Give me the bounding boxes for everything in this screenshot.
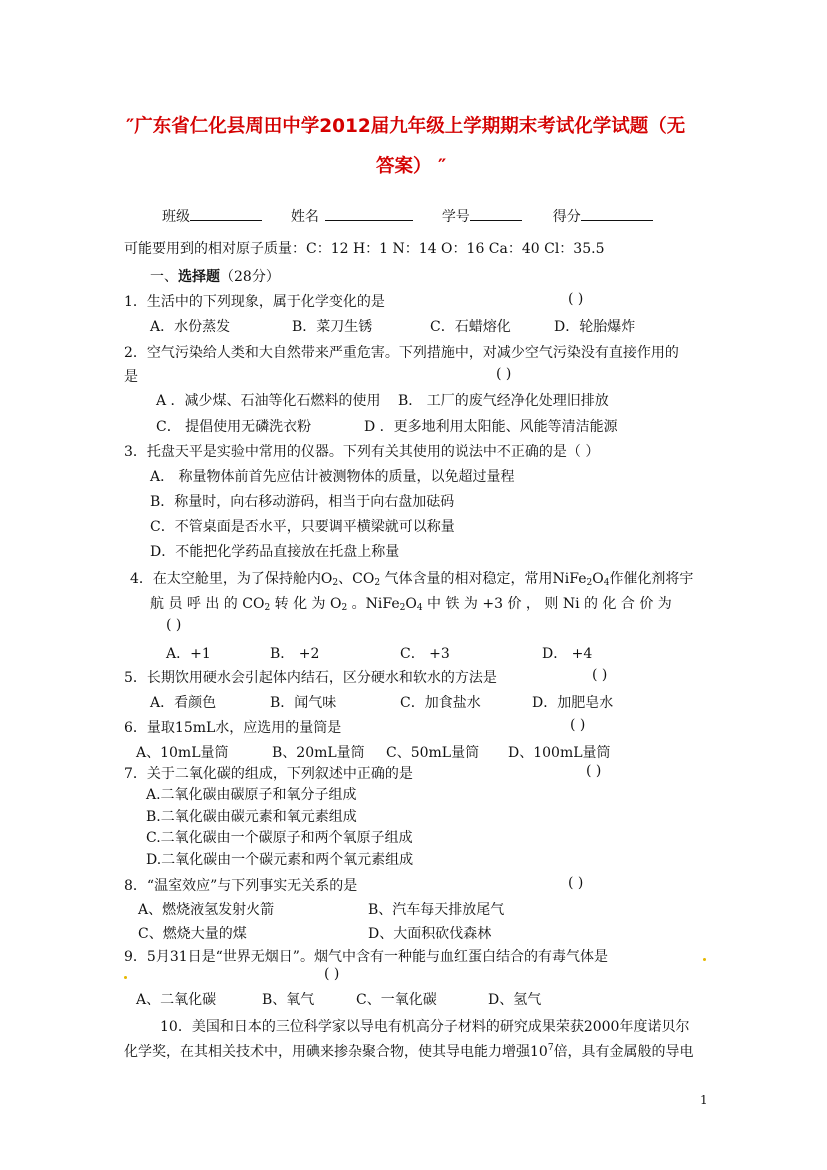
q8-option-c: C、燃烧大量的煤	[138, 926, 247, 942]
q2-stem2: 是	[124, 369, 138, 385]
q9-paren: ( )	[324, 966, 340, 982]
q8-option-a: A、燃烧液氢发射火箭	[138, 902, 275, 918]
section-heading: 一、选择题（28分）	[150, 269, 280, 285]
q3-option-a: A． 称量物体前首先应估计被测物体的质量，以免超过量程	[150, 469, 515, 485]
q9-option-d: D、氢气	[488, 992, 542, 1008]
q2-option-d: D ．更多地利用太阳能、风能等清洁能源	[364, 419, 618, 435]
q4-line1: 4．在太空舱里，为了保持舱内$O_2$、$CO_2$ 气体含量的相对稳定，常用$NiFe_2O_4$作催化剂将宇	[130, 571, 694, 588]
q6-option-c: C、50mL量筒	[386, 745, 480, 761]
name-blank[interactable]	[325, 206, 413, 221]
name-label: 姓名	[290, 209, 319, 225]
q9-option-b: B、氧气	[262, 992, 315, 1008]
q3-option-b: B．称量时，向右移动游码，相当于向右盘加砝码	[150, 494, 455, 510]
q6-option-d: D、100mL量筒	[508, 745, 611, 761]
q9-stem: 9．5月31日是“世界无烟日”。烟气中含有一种能与血红蛋白结合的有毒气体是	[124, 949, 608, 965]
score-label: 得分	[552, 209, 581, 225]
q7-stem: 7．关于二氧化碳的组成，下列叙述中正确的是	[124, 766, 413, 782]
q6-option-b: B、20mL量筒	[272, 745, 365, 761]
q7-option-a: A.二氧化碳由碳原子和氧分子组成	[146, 787, 357, 803]
class-blank[interactable]	[190, 206, 262, 221]
number-blank[interactable]	[470, 206, 522, 221]
q1-option-a: A．水份蒸发	[150, 319, 231, 335]
q1-option-d: D．轮胎爆炸	[554, 319, 636, 335]
q2-paren: ( )	[496, 366, 512, 382]
header-fields	[162, 206, 653, 226]
q5-paren: ( )	[592, 667, 608, 683]
q1-paren: ( )	[568, 291, 584, 307]
q5-option-a: A．看颜色	[150, 695, 217, 711]
q8-stem: 8．“温室效应”与下列事实无关系的是	[124, 878, 358, 894]
q7-option-d: D.二氧化碳由一个碳元素和两个氧元素组成	[146, 852, 414, 868]
q3-option-d: D．不能把化学药品直接放在托盘上称量	[150, 544, 400, 560]
q6-paren: ( )	[570, 717, 586, 733]
section-label: 选择题	[178, 269, 220, 285]
q8-option-d: D、大面积砍伐森林	[368, 926, 492, 942]
q3-stem: 3．托盘天平是实验中常用的仪器。下列有关其使用的说法中不正确的是（ ）	[124, 444, 600, 460]
q10-line2: 化学奖，在其相关技术中，用碘来掺杂聚合物，使其导电能力增强$10^7$倍，具有金属般的导电	[124, 1043, 694, 1060]
score-blank[interactable]	[581, 206, 653, 221]
q5-option-d: D．加肥皂水	[532, 695, 614, 711]
atomic-masses: 可能要用到的相对原子质量：C：12 H：1 N：14 O：16 Ca：40 Cl：35.5	[124, 241, 605, 257]
q4-option-a: A．+1	[166, 646, 211, 662]
q2-option-c: C． 提倡使用无磷洗衣粉	[156, 419, 312, 435]
decorative-dot	[703, 958, 706, 961]
q9-option-c: C、一氧化碳	[356, 992, 437, 1008]
q4-option-b: B． +2	[270, 646, 320, 662]
q1-option-c: C．石蜡熔化	[430, 319, 511, 335]
q2-stem: 2．空气污染给人类和大自然带来严重危害。下列措施中，对减少空气污染没有直接作用的	[124, 345, 679, 361]
q7-option-b: B.二氧化碳由碳元素和氧元素组成	[146, 809, 357, 825]
q5-stem: 5．长期饮用硬水会引起体内结石，区分硬水和软水的方法是	[124, 670, 497, 686]
q4-paren: ( )	[166, 617, 182, 633]
q5-option-c: C．加食盐水	[400, 695, 481, 711]
document-title-line1: ″广东省仁化县周田中学2012届九年级上学期期末考试化学试题（无	[126, 116, 686, 137]
q2-option-b: B． 工厂的废气经净化处理旧排放	[398, 393, 609, 409]
q4-option-c: C． +3	[400, 646, 450, 662]
q6-stem: 6．量取15mL水，应选用的量筒是	[124, 720, 342, 736]
document-title-line2: 答案） ″	[376, 156, 447, 177]
q2-option-a: A ．减少煤、石油等化石燃料的使用	[156, 393, 381, 409]
number-label: 学号	[441, 209, 470, 225]
q4-line2: 航 员 呼 出 的 $CO_2$ 转 化 为 $O_2$ 。$NiFe_2O_4$ 中 铁 为 +3 价 ， 则 Ni 的 化 合 价 为	[150, 596, 672, 613]
q10-line1: 10．美国和日本的三位科学家以导电有机高分子材料的研究成果荣获2000年度诺贝尔	[160, 1019, 690, 1035]
q7-paren: ( )	[586, 763, 602, 779]
page-number: 1	[700, 1093, 708, 1107]
q3-option-c: C．不管桌面是否水平，只要调平横梁就可以称量	[150, 519, 455, 535]
q5-option-b: B．闻气味	[270, 695, 337, 711]
q1-option-b: B．菜刀生锈	[292, 319, 373, 335]
q6-option-a: A、10mL量筒	[136, 745, 229, 761]
q8-paren: ( )	[568, 875, 584, 891]
q8-option-b: B、汽车每天排放尾气	[368, 902, 505, 918]
q1-stem: 1．生活中的下列现象，属于化学变化的是	[124, 294, 385, 310]
q4-option-d: D． +4	[542, 646, 593, 662]
decorative-dot	[124, 976, 127, 979]
class-label: 班级	[162, 209, 190, 225]
q9-option-a: A、二氧化碳	[136, 992, 217, 1008]
q7-option-c: C.二氧化碳由一个碳原子和两个氧原子组成	[146, 830, 413, 846]
